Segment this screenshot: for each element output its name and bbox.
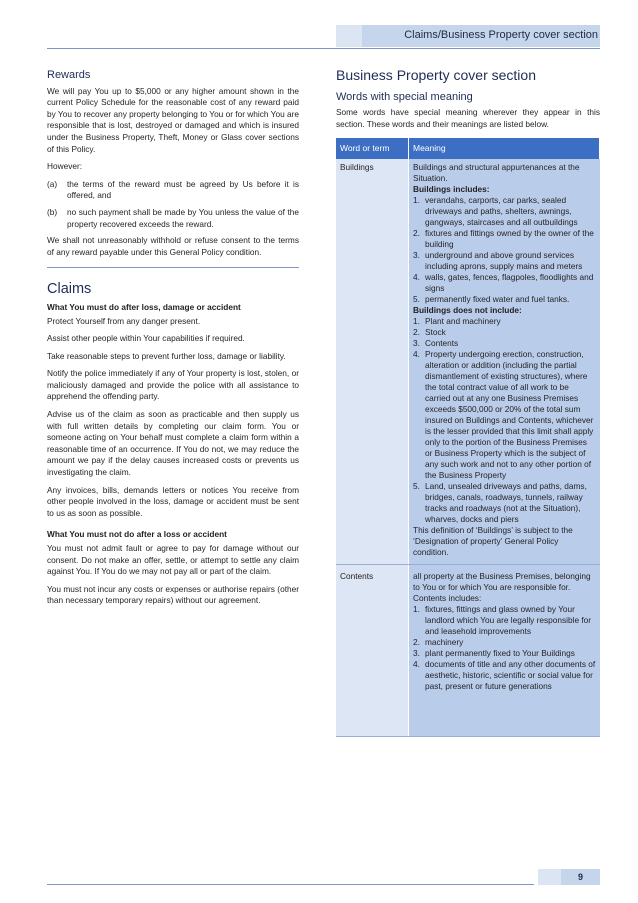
- list-item: 2. machinery: [413, 637, 464, 648]
- includes-label: Contents includes:: [413, 593, 482, 604]
- excludes-label: Buildings does not include:: [413, 305, 522, 316]
- condition-marker: (b): [47, 206, 58, 217]
- list-item: 1. verandahs, carports, car parks, sealed driveways and paths, shelters, awnings, gangways, staircases and all outbuildings: [413, 195, 578, 228]
- definitions-table: [336, 138, 600, 737]
- includes-label: Buildings includes:: [413, 184, 490, 195]
- page-number: 9: [577, 872, 583, 882]
- list-item: 1. fixtures, fittings and glass owned by Your landlord which You are legally responsible for and leasehold improvements: [413, 604, 592, 637]
- claims-subheading-dont: What You must not do after a loss or accident: [47, 529, 227, 540]
- header-accent-light: [336, 25, 362, 47]
- column-header-meaning: Meaning: [409, 138, 600, 159]
- rewards-however: However:: [47, 161, 83, 172]
- buildings-note: This definition of ‘Buildings’ is subject to the ‘Designation of property’ General Policy condition.: [413, 525, 573, 558]
- footer-rule: [47, 884, 534, 885]
- meaning-intro: Buildings and structural appurtenances at the Situation.: [413, 162, 580, 184]
- rewards-heading: Rewards: [47, 69, 91, 81]
- term-cell: Contents: [336, 565, 409, 737]
- condition-text: the terms of the reward must be agreed by Us before it is offered, and: [67, 178, 299, 201]
- list-item: 3. plant permanently fixed to Your Buildings: [413, 648, 575, 659]
- claims-paragraph: Protect Yourself from any danger present.: [47, 315, 201, 326]
- bp-heading: Business Property cover section: [336, 67, 536, 83]
- right-column: [336, 67, 600, 737]
- meaning-cell: [409, 159, 600, 565]
- claims-paragraph: You must not admit fault or agree to pay for damage without our consent. Do not make an offer, settle, or attempt to settle any claim against You. If You do we may not pay all or part of the claim.: [47, 543, 299, 577]
- claims-paragraph: Advise us of the claim as soon as practicable and then supply us with full written details by completing our claim form. You or someone acting on Your behalf must complete a claim form within a reasonable time of an occurrence. If You do not, we may reduce the amount we pay if the delay causes increased costs or prevents us investigating the claim.: [47, 409, 299, 478]
- list-item: 5. Land, unsealed driveways and paths, dams, bridges, canals, roadways, tunnels, railway tracks and roadways (not at the Situation), wharves, docks and piers: [413, 481, 587, 525]
- list-item: 4. Property undergoing erection, construction, alteration or addition (including the partial dismantlement of existing structures), where the total contract value of all work to be carried out at any one Business Premises exceeds $500,000 or 20% of the total sum insured on Buildings and Contents, whichever is the lesser provided that this limit shall apply only to the portion of the Business Premises or Business Property which is the subject of any such work and not to any other portion of the Business Property: [413, 349, 594, 481]
- meaning-cell: [409, 565, 600, 737]
- list-item: 2. fixtures and fittings owned by the owner of the building: [413, 228, 594, 250]
- term-cell: Buildings: [336, 159, 409, 565]
- claims-subheading-do: What You must do after loss, damage or accident: [47, 301, 241, 312]
- header-rule: [47, 48, 600, 49]
- left-column: [47, 70, 299, 613]
- claims-paragraph: You must not incur any costs or expenses or authorise repairs (other than necessary temporary repairs) without our agreement.: [47, 583, 299, 606]
- footer-accent-light: [538, 869, 561, 885]
- table-header-row: [336, 138, 600, 159]
- list-item: 2. Stock: [413, 327, 446, 338]
- meaning-intro: all property at the Business Premises, belonging to You or for which You are responsible for.: [413, 571, 591, 593]
- words-intro: Some words have special meaning wherever they appear in this section. These words and their meanings are listed below.: [336, 107, 600, 129]
- rewards-consent: We shall not unreasonably withhold or refuse consent to the terms of any reward payable under this General Policy condition.: [47, 235, 299, 257]
- list-item: 1. Plant and machinery: [413, 316, 501, 327]
- list-item: 4. walls, gates, fences, flagpoles, floodlights and signs: [413, 272, 594, 294]
- claims-paragraph: Assist other people within Your capabilities if required.: [47, 333, 245, 344]
- section-divider: [47, 267, 299, 268]
- claims-heading: Claims: [47, 281, 92, 298]
- list-item: 5. permanently fixed water and fuel tanks.: [413, 294, 570, 305]
- condition-text: no such payment shall be made by You unless the value of the property recovered exceeds the reward.: [67, 206, 299, 229]
- condition-marker: (a): [47, 178, 58, 189]
- list-item: 3. underground and above ground services including aprons, supply mains and meters: [413, 250, 583, 272]
- rewards-condition: [47, 179, 299, 202]
- list-item: 3. Contents: [413, 338, 459, 349]
- column-header-term: Word or term: [336, 138, 409, 159]
- table-row-contents: [336, 565, 600, 737]
- claims-paragraph: Notify the police immediately if any of Your property is lost, stolen, or maliciously damaged and provide the police with all assistance to apprehend the offending party.: [47, 368, 299, 402]
- rewards-condition: [47, 207, 299, 230]
- claims-paragraph: Take reasonable steps to prevent further loss, damage or liability.: [47, 350, 286, 361]
- words-heading: Words with special meaning: [336, 90, 473, 103]
- section-title: Claims/Business Property cover section: [404, 29, 598, 41]
- rewards-paragraph: We will pay You up to $5,000 or any higher amount shown in the current Policy Schedule for the reasonable cost of any reward paid by You to recover any property belonging to You or for which You are responsible that is lost, destroyed or damaged and which is insured under the Business Property, Theft, Money or Glass cover sections of this Policy.: [47, 85, 299, 154]
- table-row-buildings: [336, 159, 600, 565]
- list-item: 4. documents of title and any other documents of aesthetic, historic, scientific or social value for past, present or future generations: [413, 659, 596, 692]
- claims-paragraph: Any invoices, bills, demands letters or notices You receive from other people involved in the loss, damage or accident must be sent to us as soon as possible.: [47, 484, 299, 518]
